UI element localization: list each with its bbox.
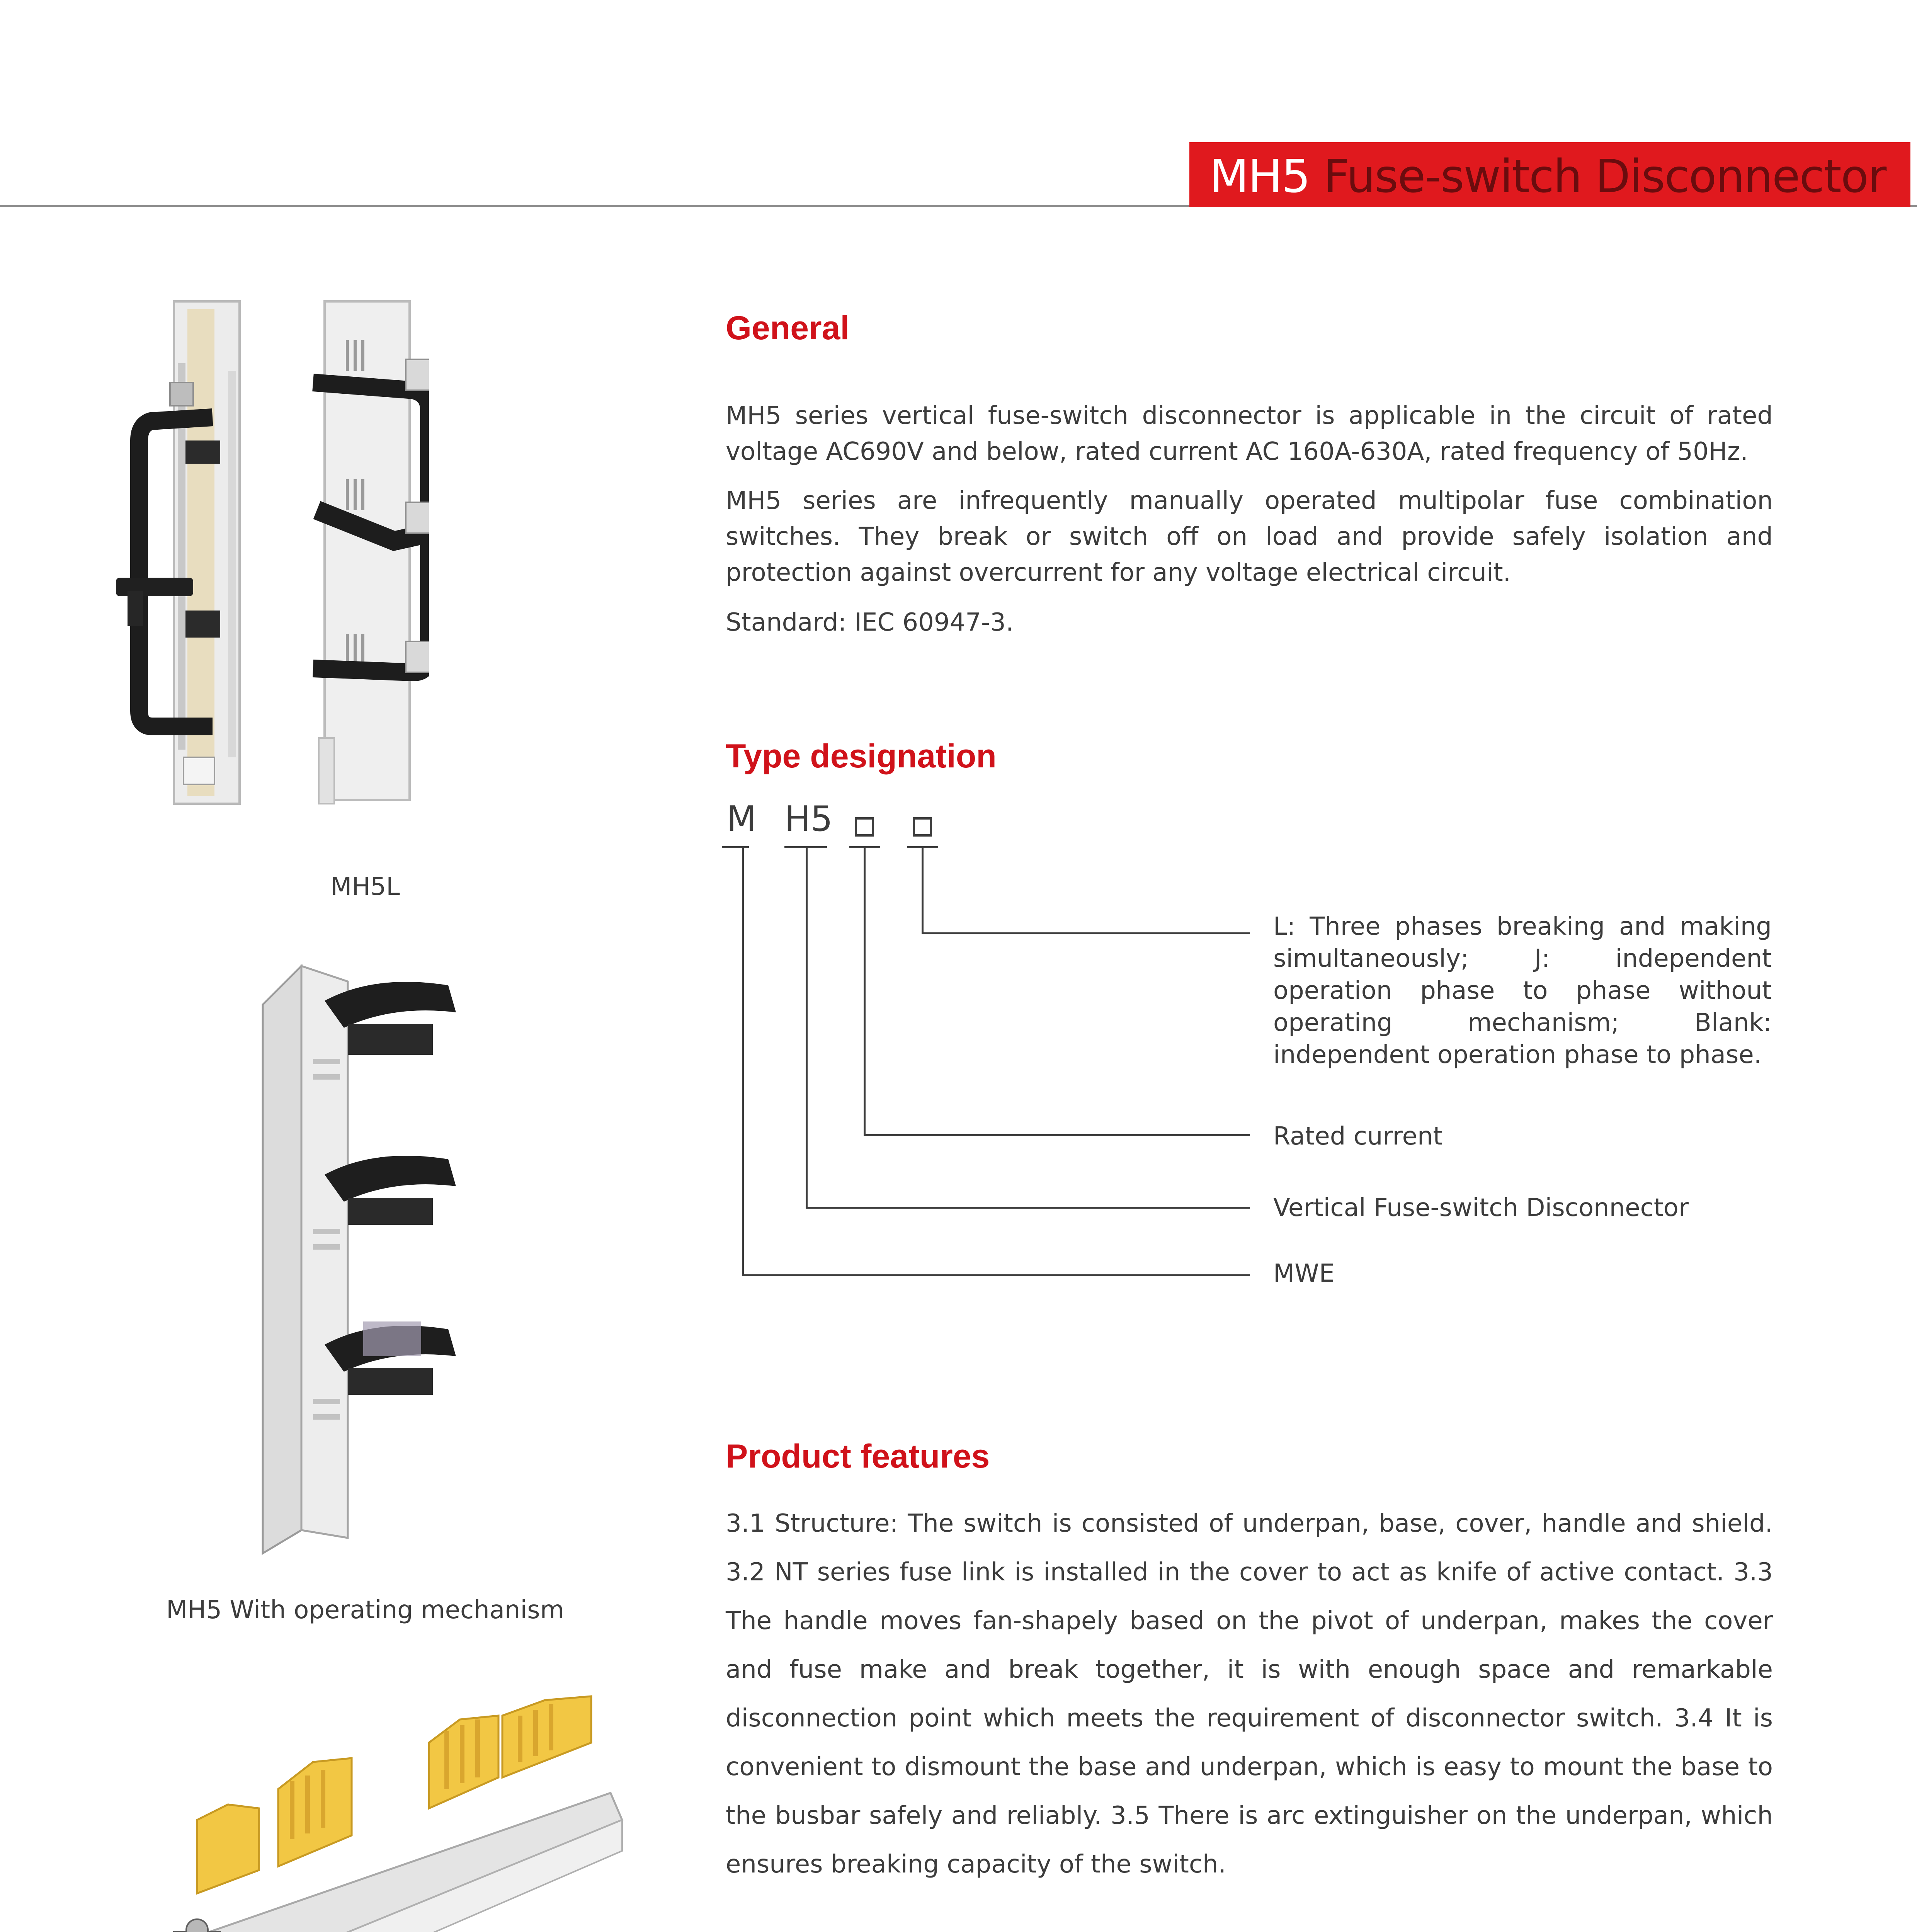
leader-vertical-h5 — [806, 848, 808, 1209]
code-letter-m: M — [726, 799, 757, 839]
product-features-text: 3.1 Structure: The switch is consisted of underpan, base, cover, handle and shield. 3.2 NT series fuse link is installed in the cover to act as knife of active contact. 3.3 The handle moves fan-shapely based on the pivot of underpan, makes the cover and fuse make and break together, it is with enough space and remarkable disconnection point which meets the requirement of disconnector switch. 3.4 It is convenient to dismount the base and underpan, which is easy to mount the base to the busbar safely and reliably. 3.5 There is arc extinguisher on the underpan, which ensures breaking capacity of the switch. — [726, 1509, 1773, 1879]
code-box-rated-current — [855, 817, 874, 837]
product-image-mh5-with-mechanism — [247, 958, 495, 1561]
general-paragraph-2: MH5 series are infrequently manually operated multipolar fuse combination switches. They break or switch off on load and provide safely isolation and protection against overcurrent for any voltage electrical circuit. — [726, 486, 1773, 587]
mh5l-side-unit — [313, 301, 429, 804]
legend-operation-type: L: Three phases breaking and making simultaneously; J: independent operation phase to phase without operating mechanism; Blank: independent operation phase to phase. — [1273, 912, 1772, 1069]
page-title-model: MH5 — [1209, 150, 1310, 203]
leader-horizontal-h5 — [806, 1207, 1250, 1209]
general-paragraph-1: MH5 series vertical fuse-switch disconnector is applicable in the circuit of rated voltage AC690V and below, rated current AC 160A-630A, rated frequency of 50Hz. — [726, 401, 1773, 466]
leader-vertical-box2 — [922, 848, 924, 934]
caption-mh5-with-mechanism: MH5 With operating mechanism — [166, 1596, 564, 1624]
leader-horizontal-m — [742, 1274, 1250, 1276]
leader-vertical-m — [742, 848, 744, 1276]
caption-mh5l: MH5L — [330, 872, 400, 901]
leader-horizontal-box2 — [922, 932, 1250, 934]
product-image-mh5l — [108, 294, 429, 811]
product-features-heading: Product features — [726, 1438, 990, 1475]
legend-rated-current: Rated current — [1273, 1122, 1443, 1151]
product-image-mh5j-without-mechanism — [112, 1692, 626, 1932]
mh5l-front-unit — [116, 301, 240, 804]
legend-mwe: MWE — [1273, 1259, 1335, 1288]
leader-vertical-box1 — [864, 848, 866, 1136]
type-designation-heading: Type designation — [726, 738, 997, 775]
page-title-rest: Fuse-switch Disconnector — [1323, 150, 1886, 203]
general-standard: Standard: IEC 60947-3. — [726, 608, 1014, 637]
page-title — [1209, 144, 1886, 209]
code-box-operation-type — [913, 817, 932, 837]
legend-vertical-fuse-switch: Vertical Fuse-switch Disconnector — [1273, 1194, 1689, 1222]
code-letter-h5: H5 — [784, 799, 833, 839]
code-underline-m — [722, 846, 749, 848]
general-heading: General — [726, 310, 850, 347]
leader-horizontal-box1 — [864, 1134, 1250, 1136]
